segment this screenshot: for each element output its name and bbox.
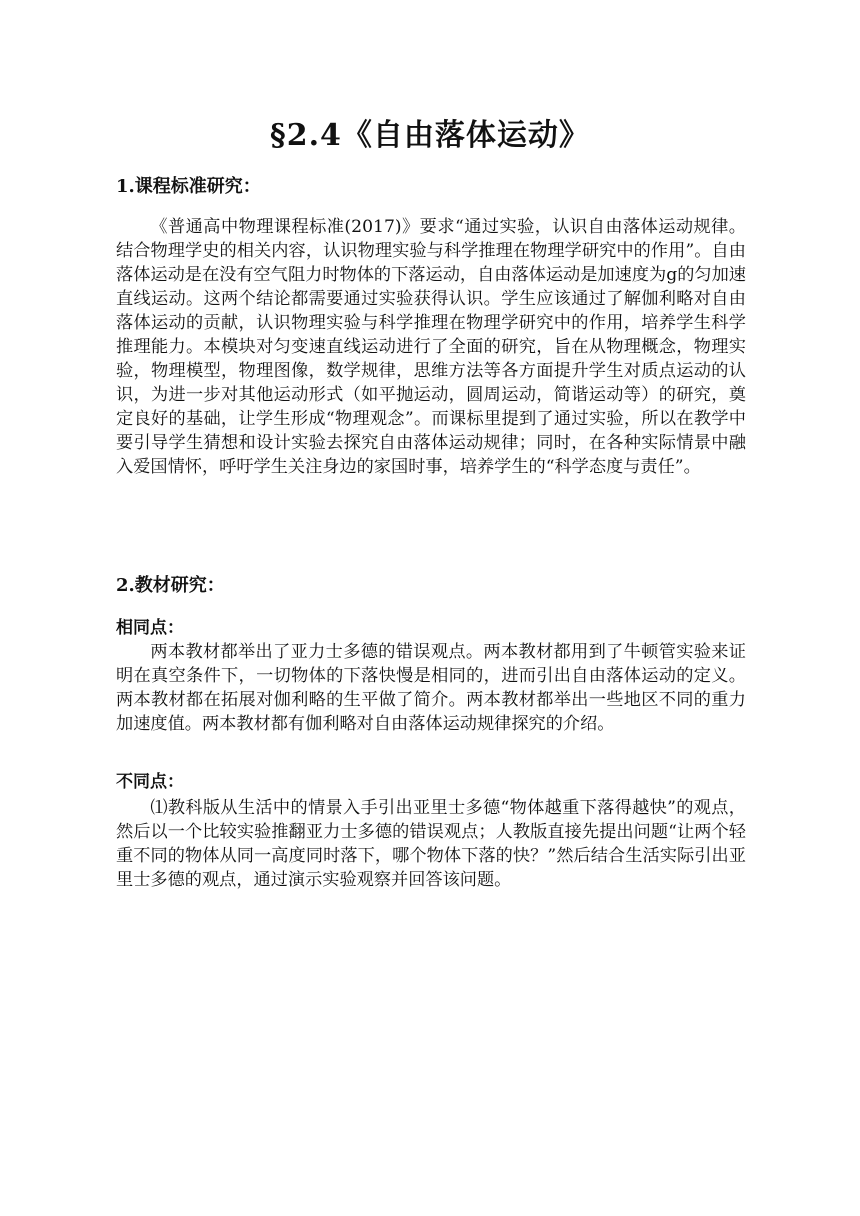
subheading-differences: 不同点：	[116, 772, 184, 792]
document-title: §2.4《自由落体运动》	[270, 118, 590, 153]
section-heading-curriculum-standard: 1.课程标准研究：	[116, 176, 261, 197]
paragraph-curriculum-standard: 《普通高中物理课程标准(2017)》要求“通过实验，认识自由落体运动规律。结合物理学史的相关内容，认识物理实验与科学推理在物理学研究中的作用”。自由落体运动是在没有空气阻力时物体的下落运动，自由落体运动是加速度为g的匀加速直线运动。这两个结论都需要通过实验获得认识。学生应该通过了解伽利略对自由落体运动的贡献，认识物理实验与科学推理在物理学研究中的作用，培养学生科学推理能力。本模块对匀变速直线运动进行了全面的研究，旨在从物理概念，物理实验，物理模型，物理图像，数学规律，思维方法等各方面提升学生对质点运动的认识，为进一步对其他运动形式（如平抛运动，圆周运动，简谐运动等）的研究，奠定良好的基础，让学生形成“物理观念”。而课标里提到了通过实验，所以在教学中要引导学生猜想和设计实验去探究自由落体运动规律；同时，在各种实际情景中融入爱国情怀，呼吁学生关注身边的家国时事，培养学生的“科学态度与责任”。	[116, 217, 746, 477]
subheading-similarities: 相同点：	[116, 618, 184, 638]
paragraph-similarities: 两本教材都举出了亚力士多德的错误观点。两本教材都用到了牛顿管实验来证明在真空条件下，一切物体的下落快慢是相同的，进而引出自由落体运动的定义。两本教材都在拓展对伽利略的生平做了简介。两本教材都举出一些地区不同的重力加速度值。两本教材都有伽利略对自由落体运动规律探究的介绍。	[116, 642, 746, 734]
paragraph-differences: ⑴教科版从生活中的情景入手引出亚里士多德“物体越重下落得越快”的观点，然后以一个比较实验推翻亚力士多德的错误观点；人教版直接先提出问题“让两个轻重不同的物体从同一高度同时落下，哪个物体下落的快？”然后结合生活实际引出亚里士多德的观点，通过演示实验观察并回答该问题。	[116, 798, 746, 890]
section-heading-textbook-research: 2.教材研究：	[116, 575, 225, 596]
